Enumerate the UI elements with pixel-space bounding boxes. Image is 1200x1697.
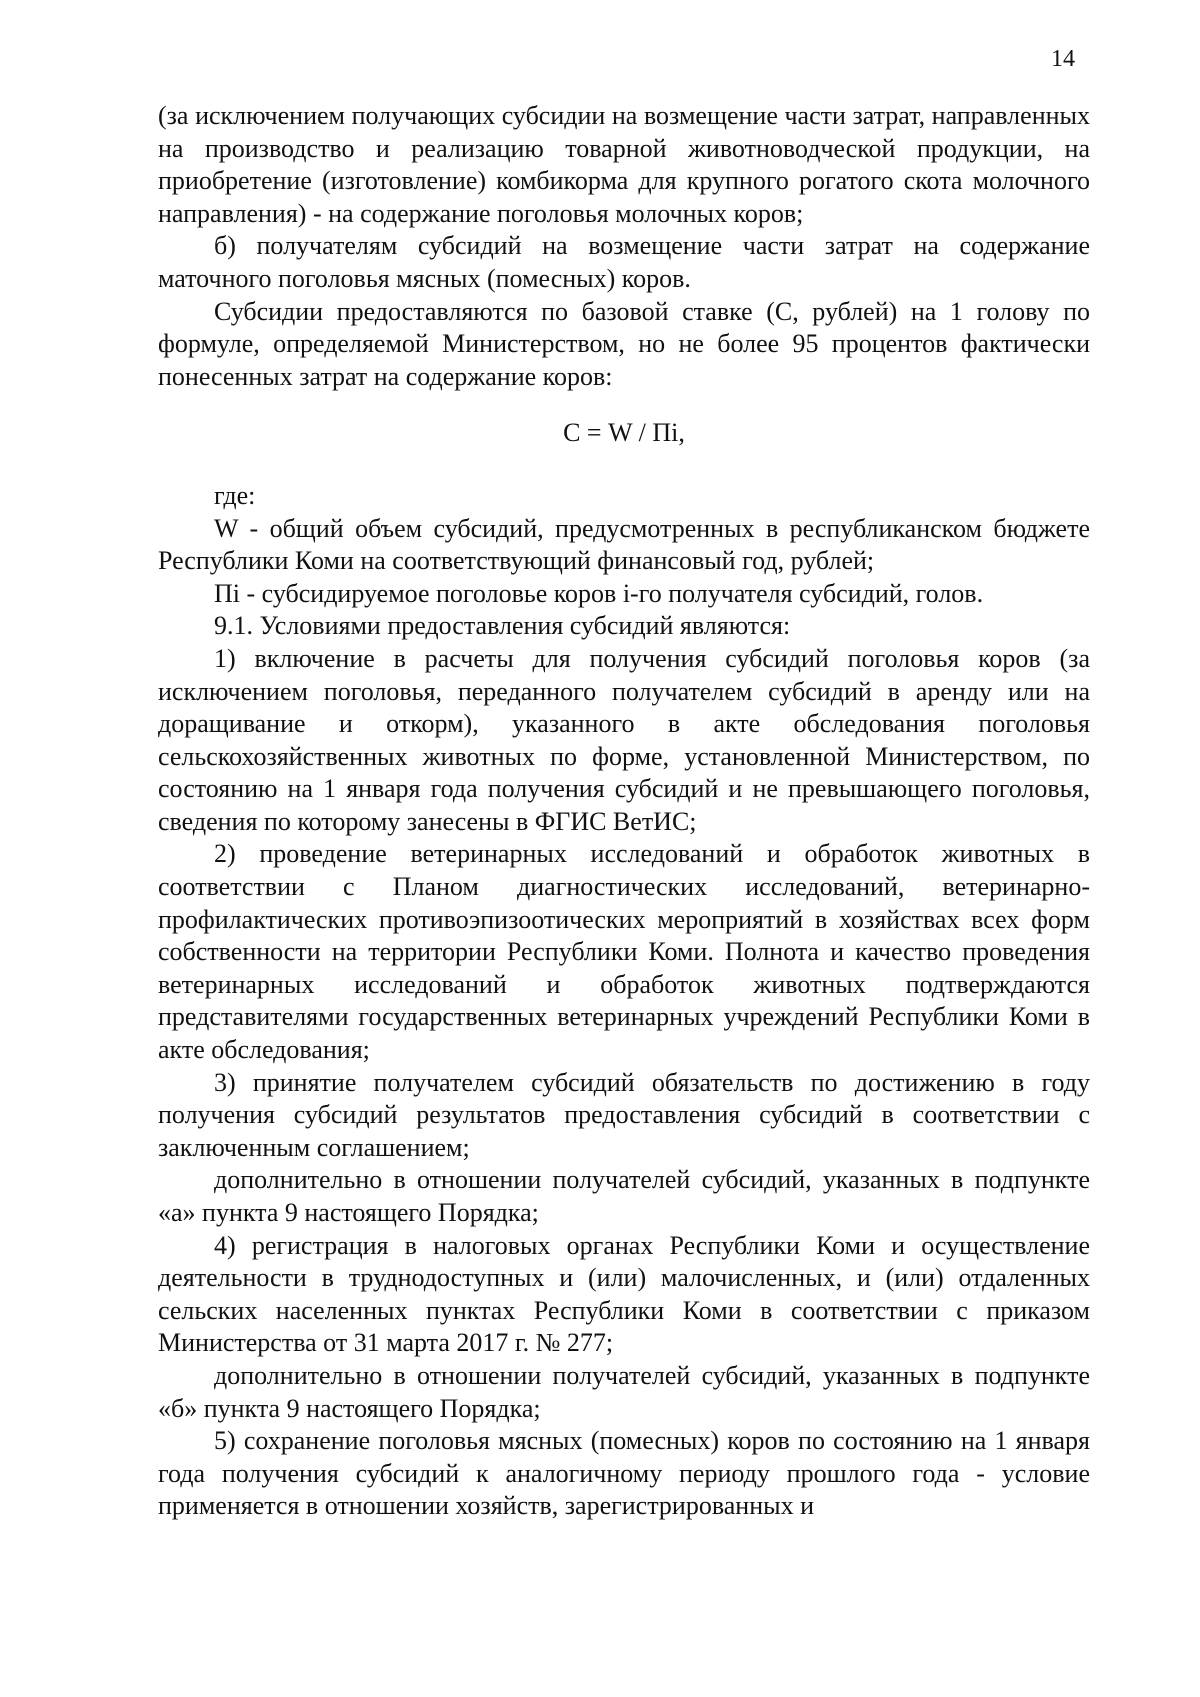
paragraph-section-9-1: 9.1. Условиями предоставления субсидий являются: (214, 611, 791, 641)
paragraph-additional-a: дополнительно в отношении получателей субсидий, указанных в подпункте «а» пункта 9 настоящего Порядка; (158, 1165, 1090, 1227)
paragraph-continuation: (за исключением получающих субсидии на возмещение части затрат, направленных на производство и реализацию товарной животноводческой продукции, на приобретение (изготовление) комбикорма для крупного рогатого скота молочного направления) - на содержание поголовья молочных коров; (158, 101, 1090, 228)
paragraph-condition-3: 3) принятие получателем субсидий обязательств по достижению в году получения субсидий результатов предоставления субсидий в соответствии с заключенным соглашением; (158, 1067, 1090, 1162)
paragraph-condition-5: 5) сохранение поголовья мясных (помесных) коров по состоянию на 1 января года получения субсидий к аналогичному периоду прошлого года - условие применяется в отношении хозяйств, зарегистрированных и (158, 1426, 1090, 1521)
paragraph-where: где: (214, 480, 256, 510)
paragraph-condition-1: 1) включение в расчеты для получения субсидий поголовья коров (за исключением поголовья, переданного получателем субсидий в аренду или на доращивание и откорм), указанного в акте обследования поголовья сельскохозяйственных животных по форме, установленной Министерством, по состоянию на 1 января года получения субсидий и не превышающего поголовья, сведения по которому занесены в ФГИС ВетИС; (158, 643, 1090, 836)
page-number: 14 (1051, 46, 1075, 72)
paragraph-condition-4: 4) регистрация в налоговых органах Республики Коми и осуществление деятельности в труднодоступных и (или) малочисленных, и (или) отдаленных сельских населенных пунктах Республики Коми в соответствии с приказом Министерства от 31 марта 2017 г. № 277; (158, 1230, 1090, 1358)
paragraph-w-definition: W - общий объем субсидий, предусмотренных в республиканском бюджете Республики Коми на соответствующий финансовый год, рублей; (158, 513, 1090, 576)
document-body (158, 100, 1090, 1523)
formula: С = W / Пi, (563, 418, 685, 448)
paragraph-item-b: б) получателям субсидий на возмещение части затрат на содержание маточного поголовья мясных (помесных) коров. (158, 231, 1090, 293)
paragraph-additional-b: дополнительно в отношении получателей субсидий, указанных в подпункте «б» пункта 9 настоящего Порядка; (158, 1360, 1090, 1423)
paragraph-subsidy-rate: Субсидии предоставляются по базовой ставке (С, рублей) на 1 голову по формуле, определяемой Министерством, но не более 95 процентов фактически понесенных затрат на содержание коров: (158, 296, 1090, 391)
paragraph-pi-definition: Пi - субсидируемое поголовье коров i-го получателя субсидий, голов. (214, 578, 984, 608)
paragraph-condition-2: 2) проведение ветеринарных исследований и обработок животных в соответствии с Планом диагностических исследований, ветеринарно-профилактических противоэпизоотических мероприятий в хозяйствах всех форм собственности на территории Республики Коми. Полнота и качество проведения ветеринарных исследований и обработок животных подтверждаются представителями государственных ветеринарных учреждений Республики Коми в акте обследования; (158, 839, 1090, 1065)
